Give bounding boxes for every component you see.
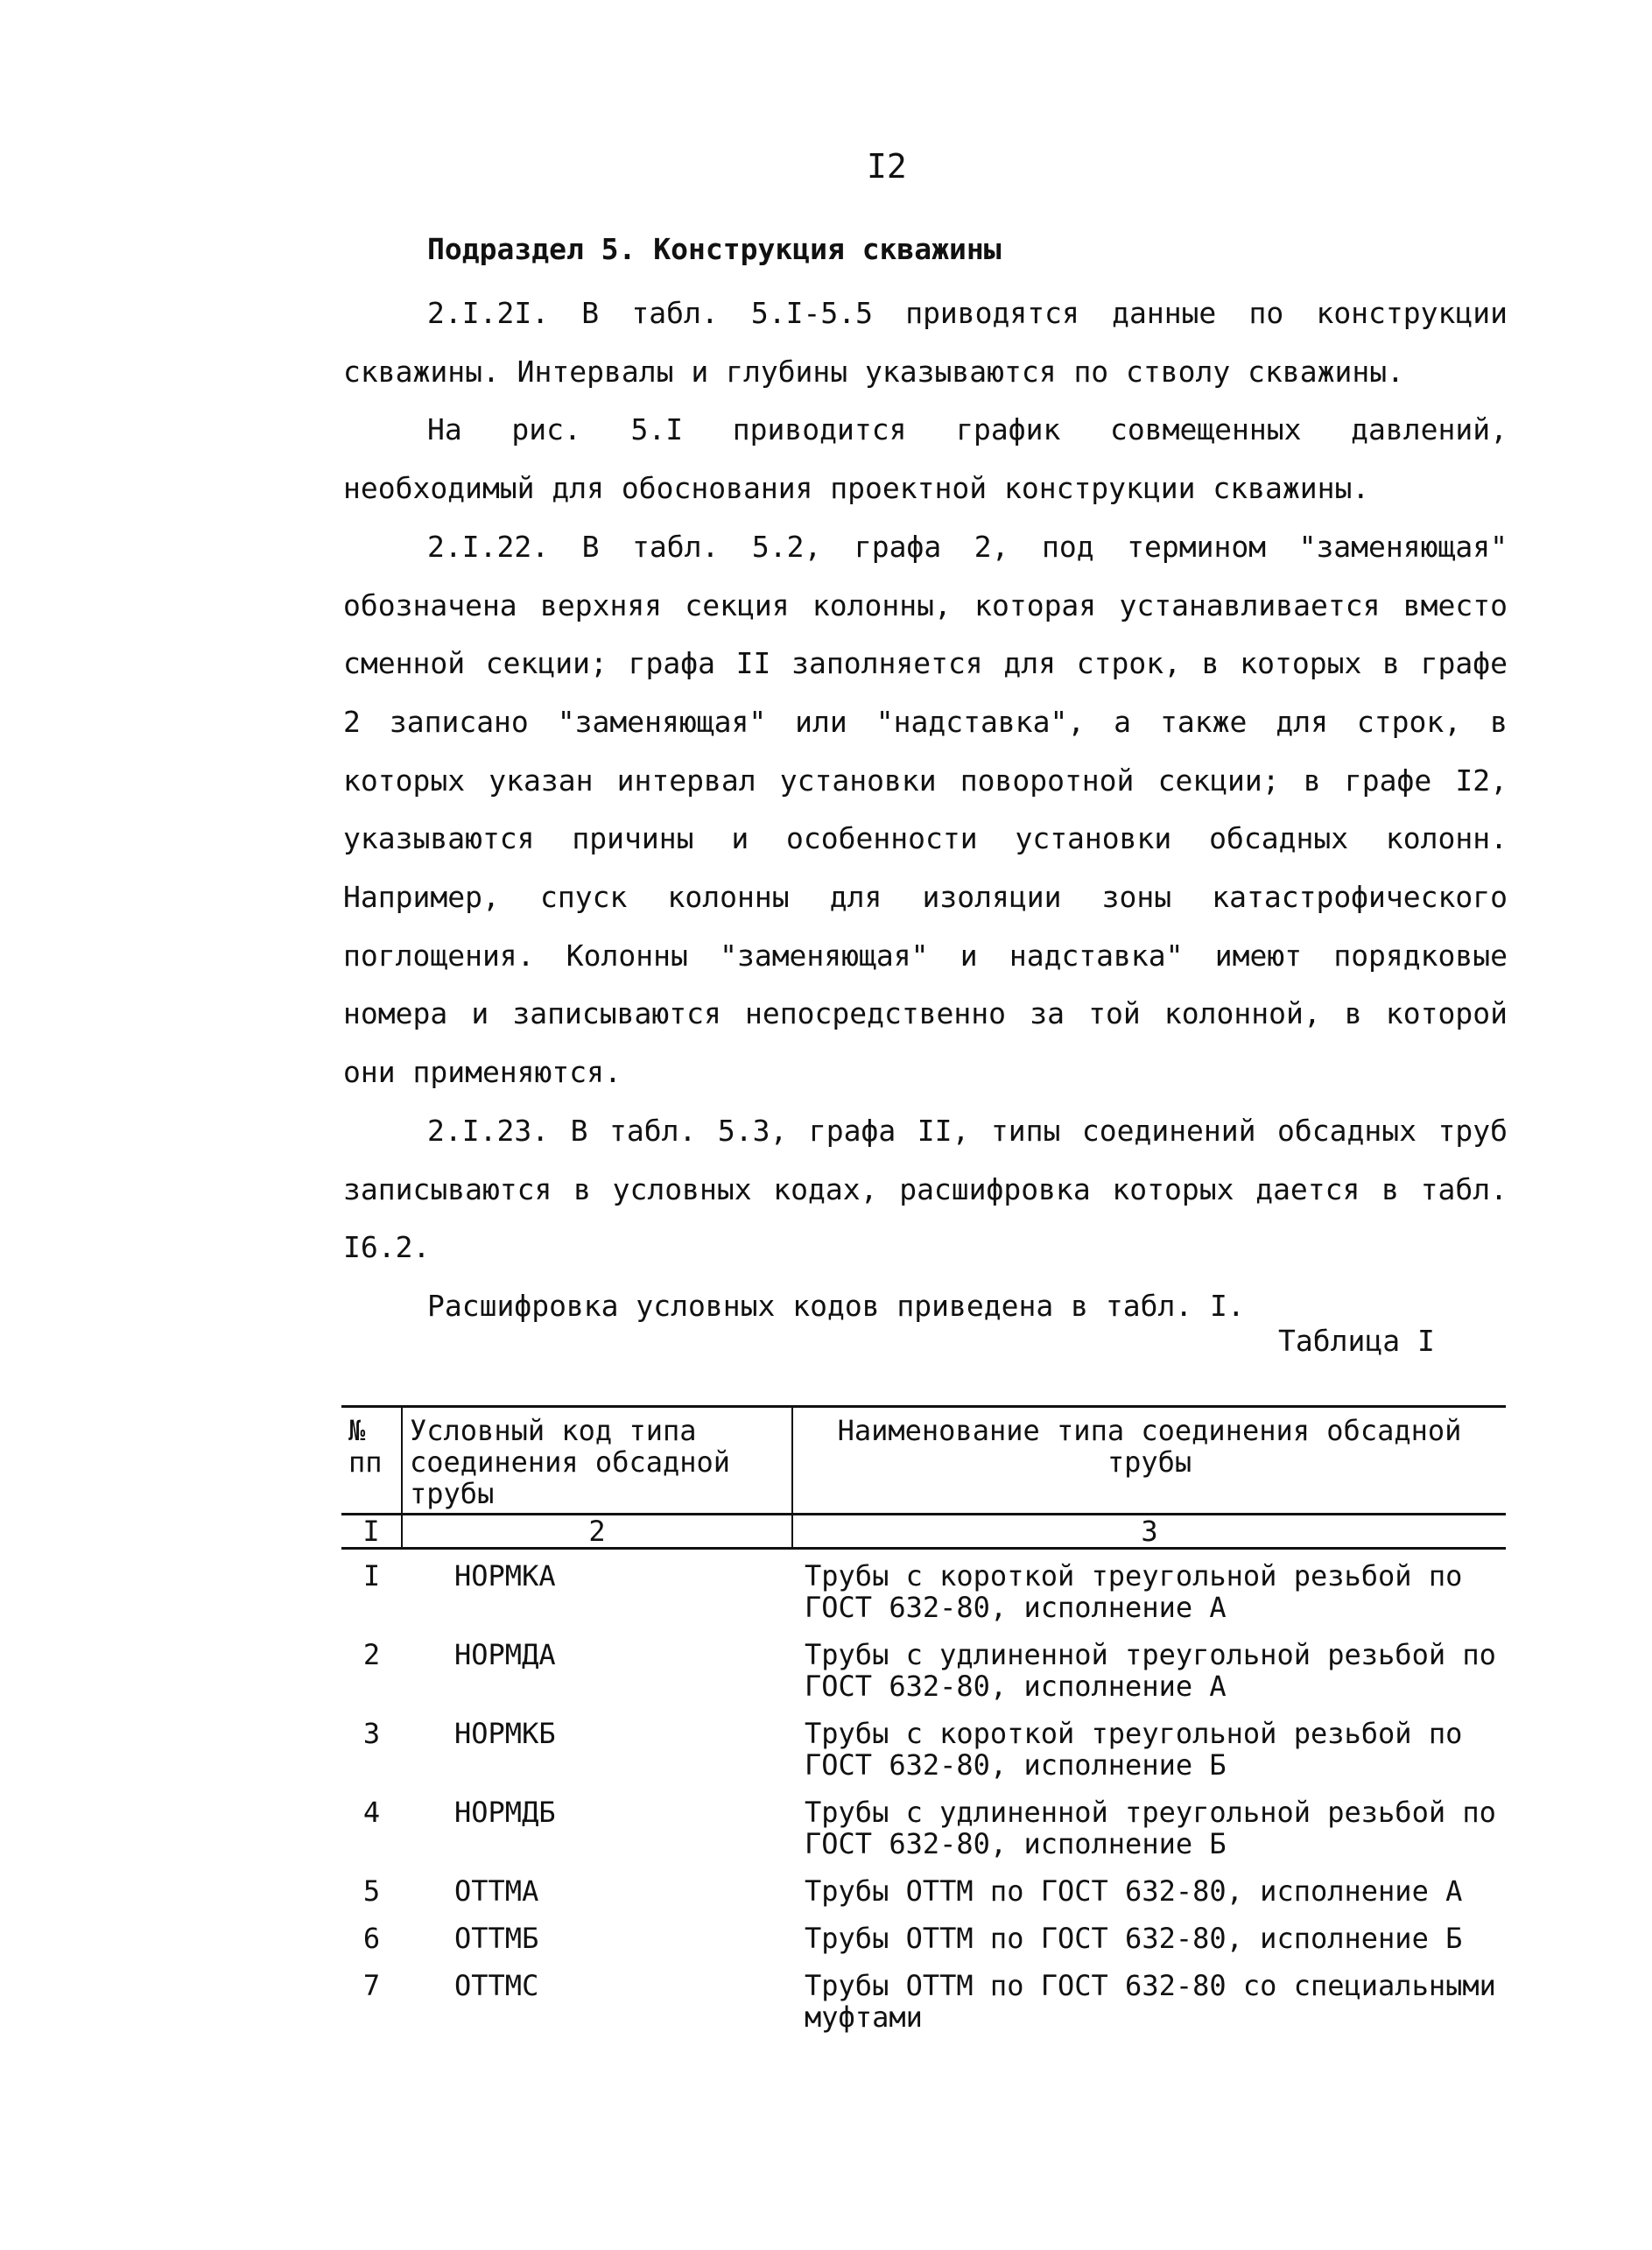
page-number: I2 [867,147,907,186]
row-code: ОТТМБ [454,1922,539,1955]
row-name: Трубы с короткой треугольной резьбой по ГОСТ 632-80, исполнение Б [805,1717,1463,1782]
row-name: Трубы ОТТМ по ГОСТ 632-80, исполнение А [805,1874,1463,1908]
row-number: 5 [362,1874,381,1908]
row-name: Трубы ОТТМ по ГОСТ 632-80, исполнение Б [805,1922,1463,1955]
table-column-number-row [341,1515,1506,1549]
table-row [341,1707,1506,1786]
header-name: Наименование типа соединения обсадной трубы [792,1407,1506,1515]
row-number: 6 [362,1922,381,1955]
paragraph-fig-5-1: На рис. 5.I приводится график совмещенных давлений, необходимый для обоснования проектной конструкции скважины. [343,412,1508,506]
column-number: I [341,1515,402,1549]
row-number: I [362,1559,381,1593]
header-number: № пп [341,1407,402,1515]
row-number: 2 [362,1638,381,1671]
row-code: ОТТМС [454,1969,539,2002]
table-row [341,1628,1506,1707]
table-row [341,1549,1506,1629]
body-text [343,285,1508,1336]
row-code: НОРМДБ [454,1796,556,1829]
row-number: 4 [362,1796,381,1829]
column-number: 2 [402,1515,792,1549]
row-name: Трубы с короткой треугольной резьбой по ГОСТ 632-80, исполнение А [805,1559,1463,1624]
subsection-title: Подраздел 5. Конструкция скважины [427,232,1002,266]
paragraph-table-ref: Расшифровка условных кодов приведена в табл. I. [427,1288,1245,1323]
column-number: 3 [792,1515,1506,1549]
paragraph-2-1-22: 2.I.22. В табл. 5.2, графа 2, под термином "заменяющая" обозначена верхняя секция колонны, которая устанавливается вместо сменной секции; графа II заполняется для строк, в которых в графе 2 записано "заменяющая" или "надставка", а также для строк, в которых указан интервал установки поворотной секции; в графе I2, указываются причины и особенности установки обсадных колонн. Например, спуск колонны для изоляции зоны катастрофического поглощения. Колонны "заменяющая" и надставка" имеют порядковые номера и записываются непосредственно за той колонной, в которой они применяются. [343,529,1508,1090]
row-code: НОРМКА [454,1559,556,1593]
row-code: НОРМДА [454,1638,556,1671]
paragraph-2-1-23: 2.I.23. В табл. 5.3, графа II, типы соединений обсадных труб записываются в условных кодах, расшифровка которых дается в табл. I6.2. [343,1113,1508,1265]
table-row [341,1959,1506,2038]
row-code: ОТТМА [454,1874,539,1908]
paragraph-2-1-21: 2.I.2I. В табл. 5.I-5.5 приводятся данные по конструкции скважины. Интервалы и глубины указываются по стволу скважины. [343,296,1508,389]
row-name: Трубы с удлиненной треугольной резьбой по ГОСТ 632-80, исполнение Б [805,1796,1496,1860]
table-row [341,1786,1506,1865]
row-number: 3 [362,1717,381,1750]
table-header-row [341,1407,1506,1515]
row-number: 7 [362,1969,381,2002]
row-name: Трубы ОТТМ по ГОСТ 632-80 со специальными муфтами [805,1969,1496,2034]
codes-table [341,1405,1506,2038]
header-code: Условный код типа соединения обсадной трубы [402,1407,792,1515]
row-name: Трубы с удлиненной треугольной резьбой по ГОСТ 632-80, исполнение А [805,1638,1496,1703]
table-caption: Таблица I [1278,1324,1435,1358]
table-row [341,1912,1506,1959]
row-code: НОРМКБ [454,1717,556,1750]
table-row [341,1865,1506,1912]
